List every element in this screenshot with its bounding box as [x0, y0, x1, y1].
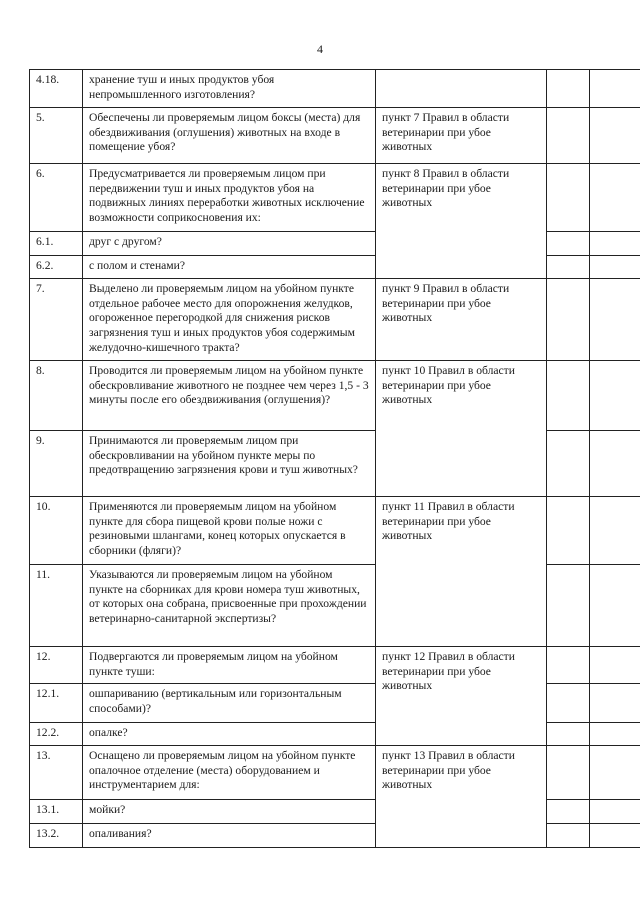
table-row: [30, 647, 640, 684]
note-cell: [590, 647, 640, 684]
row-number: 13.2.: [30, 824, 83, 848]
row-number: 6.: [30, 164, 83, 232]
row-number: 13.: [30, 746, 83, 800]
question-text: Подвергаются ли проверяемым лицом на убойном пункте туши:: [83, 647, 376, 684]
legal-reference: пункт 8 Правил в области ветеринарии при убое животных: [376, 164, 547, 279]
legal-reference: пункт 11 Правил в области ветеринарии при убое животных: [376, 497, 547, 647]
row-number: 12.: [30, 647, 83, 684]
row-number: 12.1.: [30, 684, 83, 723]
note-cell: [590, 723, 640, 746]
question-text: опаливания?: [83, 824, 376, 848]
answer-cell: [547, 70, 590, 108]
question-text: Указываются ли проверяемым лицом на убойном пункте на сборниках для крови номера туш животных, от которых она собрана, присвоенные при прохождении ветеринарно-санитарной экспертизы?: [83, 565, 376, 647]
table-row: [30, 70, 640, 108]
table-row: [30, 497, 640, 565]
question-text: ошпариванию (вертикальным или горизонтальным способами)?: [83, 684, 376, 723]
answer-cell: [547, 565, 590, 647]
table-row: [30, 108, 640, 164]
legal-reference: пункт 13 Правил в области ветеринарии при убое животных: [376, 746, 547, 848]
row-number: 5.: [30, 108, 83, 164]
row-number: 7.: [30, 279, 83, 361]
answer-cell: [547, 431, 590, 497]
note-cell: [590, 256, 640, 279]
row-number: 13.1.: [30, 800, 83, 824]
question-text: Обеспечены ли проверяемым лицом боксы (места) для обездвиживания (оглушения) животных на входе в помещение убоя?: [83, 108, 376, 164]
question-text: Принимаются ли проверяемым лицом при обескровливании на убойном пункте меры по предотвращению загрязнения крови и туш животных?: [83, 431, 376, 497]
answer-cell: [547, 723, 590, 746]
table-row: [30, 723, 640, 746]
question-text: Выделено ли проверяемым лицом на убойном пункте отдельное рабочее место для опорожнения желудков, огороженное перегородкой для снижения рисков загрязнения туш и иных продуктов убоя содержимым желудочно-кишечного тракта?: [83, 279, 376, 361]
note-cell: [590, 565, 640, 647]
legal-reference: [376, 70, 547, 108]
table-row: [30, 684, 640, 723]
answer-cell: [547, 361, 590, 431]
table-row: [30, 800, 640, 824]
page-number: 4: [317, 42, 323, 56]
note-cell: [590, 279, 640, 361]
question-text: мойки?: [83, 800, 376, 824]
row-number: 10.: [30, 497, 83, 565]
table-row: [30, 431, 640, 497]
answer-cell: [547, 497, 590, 565]
table-row: [30, 824, 640, 848]
note-cell: [590, 800, 640, 824]
table-row: [30, 279, 640, 361]
note-cell: [590, 108, 640, 164]
note-cell: [590, 684, 640, 723]
row-number: 6.1.: [30, 232, 83, 256]
answer-cell: [547, 232, 590, 256]
question-text: опалке?: [83, 723, 376, 746]
table-row: [30, 232, 640, 256]
legal-reference: пункт 7 Правил в области ветеринарии при убое животных: [376, 108, 547, 164]
legal-reference: пункт 10 Правил в области ветеринарии при убое животных: [376, 361, 547, 497]
answer-cell: [547, 746, 590, 800]
legal-reference: пункт 12 Правил в области ветеринарии при убое животных: [376, 647, 547, 746]
table-row: [30, 746, 640, 800]
answer-cell: [547, 800, 590, 824]
note-cell: [590, 431, 640, 497]
answer-cell: [547, 279, 590, 361]
note-cell: [590, 497, 640, 565]
note-cell: [590, 361, 640, 431]
question-text: друг с другом?: [83, 232, 376, 256]
row-number: 8.: [30, 361, 83, 431]
table-row: [30, 164, 640, 232]
answer-cell: [547, 647, 590, 684]
question-text: хранение туш и иных продуктов убоя непромышленного изготовления?: [83, 70, 376, 108]
note-cell: [590, 746, 640, 800]
question-text: Предусматривается ли проверяемым лицом при передвижении туш и иных продуктов убоя на подвижных линиях переработки животных исключение возможности соприкосновения их:: [83, 164, 376, 232]
inspection-checklist-table: [29, 69, 640, 848]
question-text: Оснащено ли проверяемым лицом на убойном пункте опалочное отделение (места) оборудованием и инструментарием для:: [83, 746, 376, 800]
answer-cell: [547, 824, 590, 848]
legal-reference: пункт 9 Правил в области ветеринарии при убое животных: [376, 279, 547, 361]
answer-cell: [547, 108, 590, 164]
note-cell: [590, 232, 640, 256]
table-row: [30, 256, 640, 279]
answer-cell: [547, 256, 590, 279]
question-text: Проводится ли проверяемым лицом на убойном пункте обескровливание животного не позднее чем через 1,5 - 3 минуты после его обездвиживания (оглушения)?: [83, 361, 376, 431]
table-row: [30, 361, 640, 431]
row-number: 9.: [30, 431, 83, 497]
row-number: 11.: [30, 565, 83, 647]
row-number: 4.18.: [30, 70, 83, 108]
note-cell: [590, 70, 640, 108]
answer-cell: [547, 684, 590, 723]
answer-cell: [547, 164, 590, 232]
question-text: с полом и стенами?: [83, 256, 376, 279]
table-row: [30, 565, 640, 647]
question-text: Применяются ли проверяемым лицом на убойном пункте для сбора пищевой крови полые ножи с резиновыми шлангами, конец которых опускается в сборники (фляги)?: [83, 497, 376, 565]
note-cell: [590, 164, 640, 232]
row-number: 6.2.: [30, 256, 83, 279]
note-cell: [590, 824, 640, 848]
row-number: 12.2.: [30, 723, 83, 746]
